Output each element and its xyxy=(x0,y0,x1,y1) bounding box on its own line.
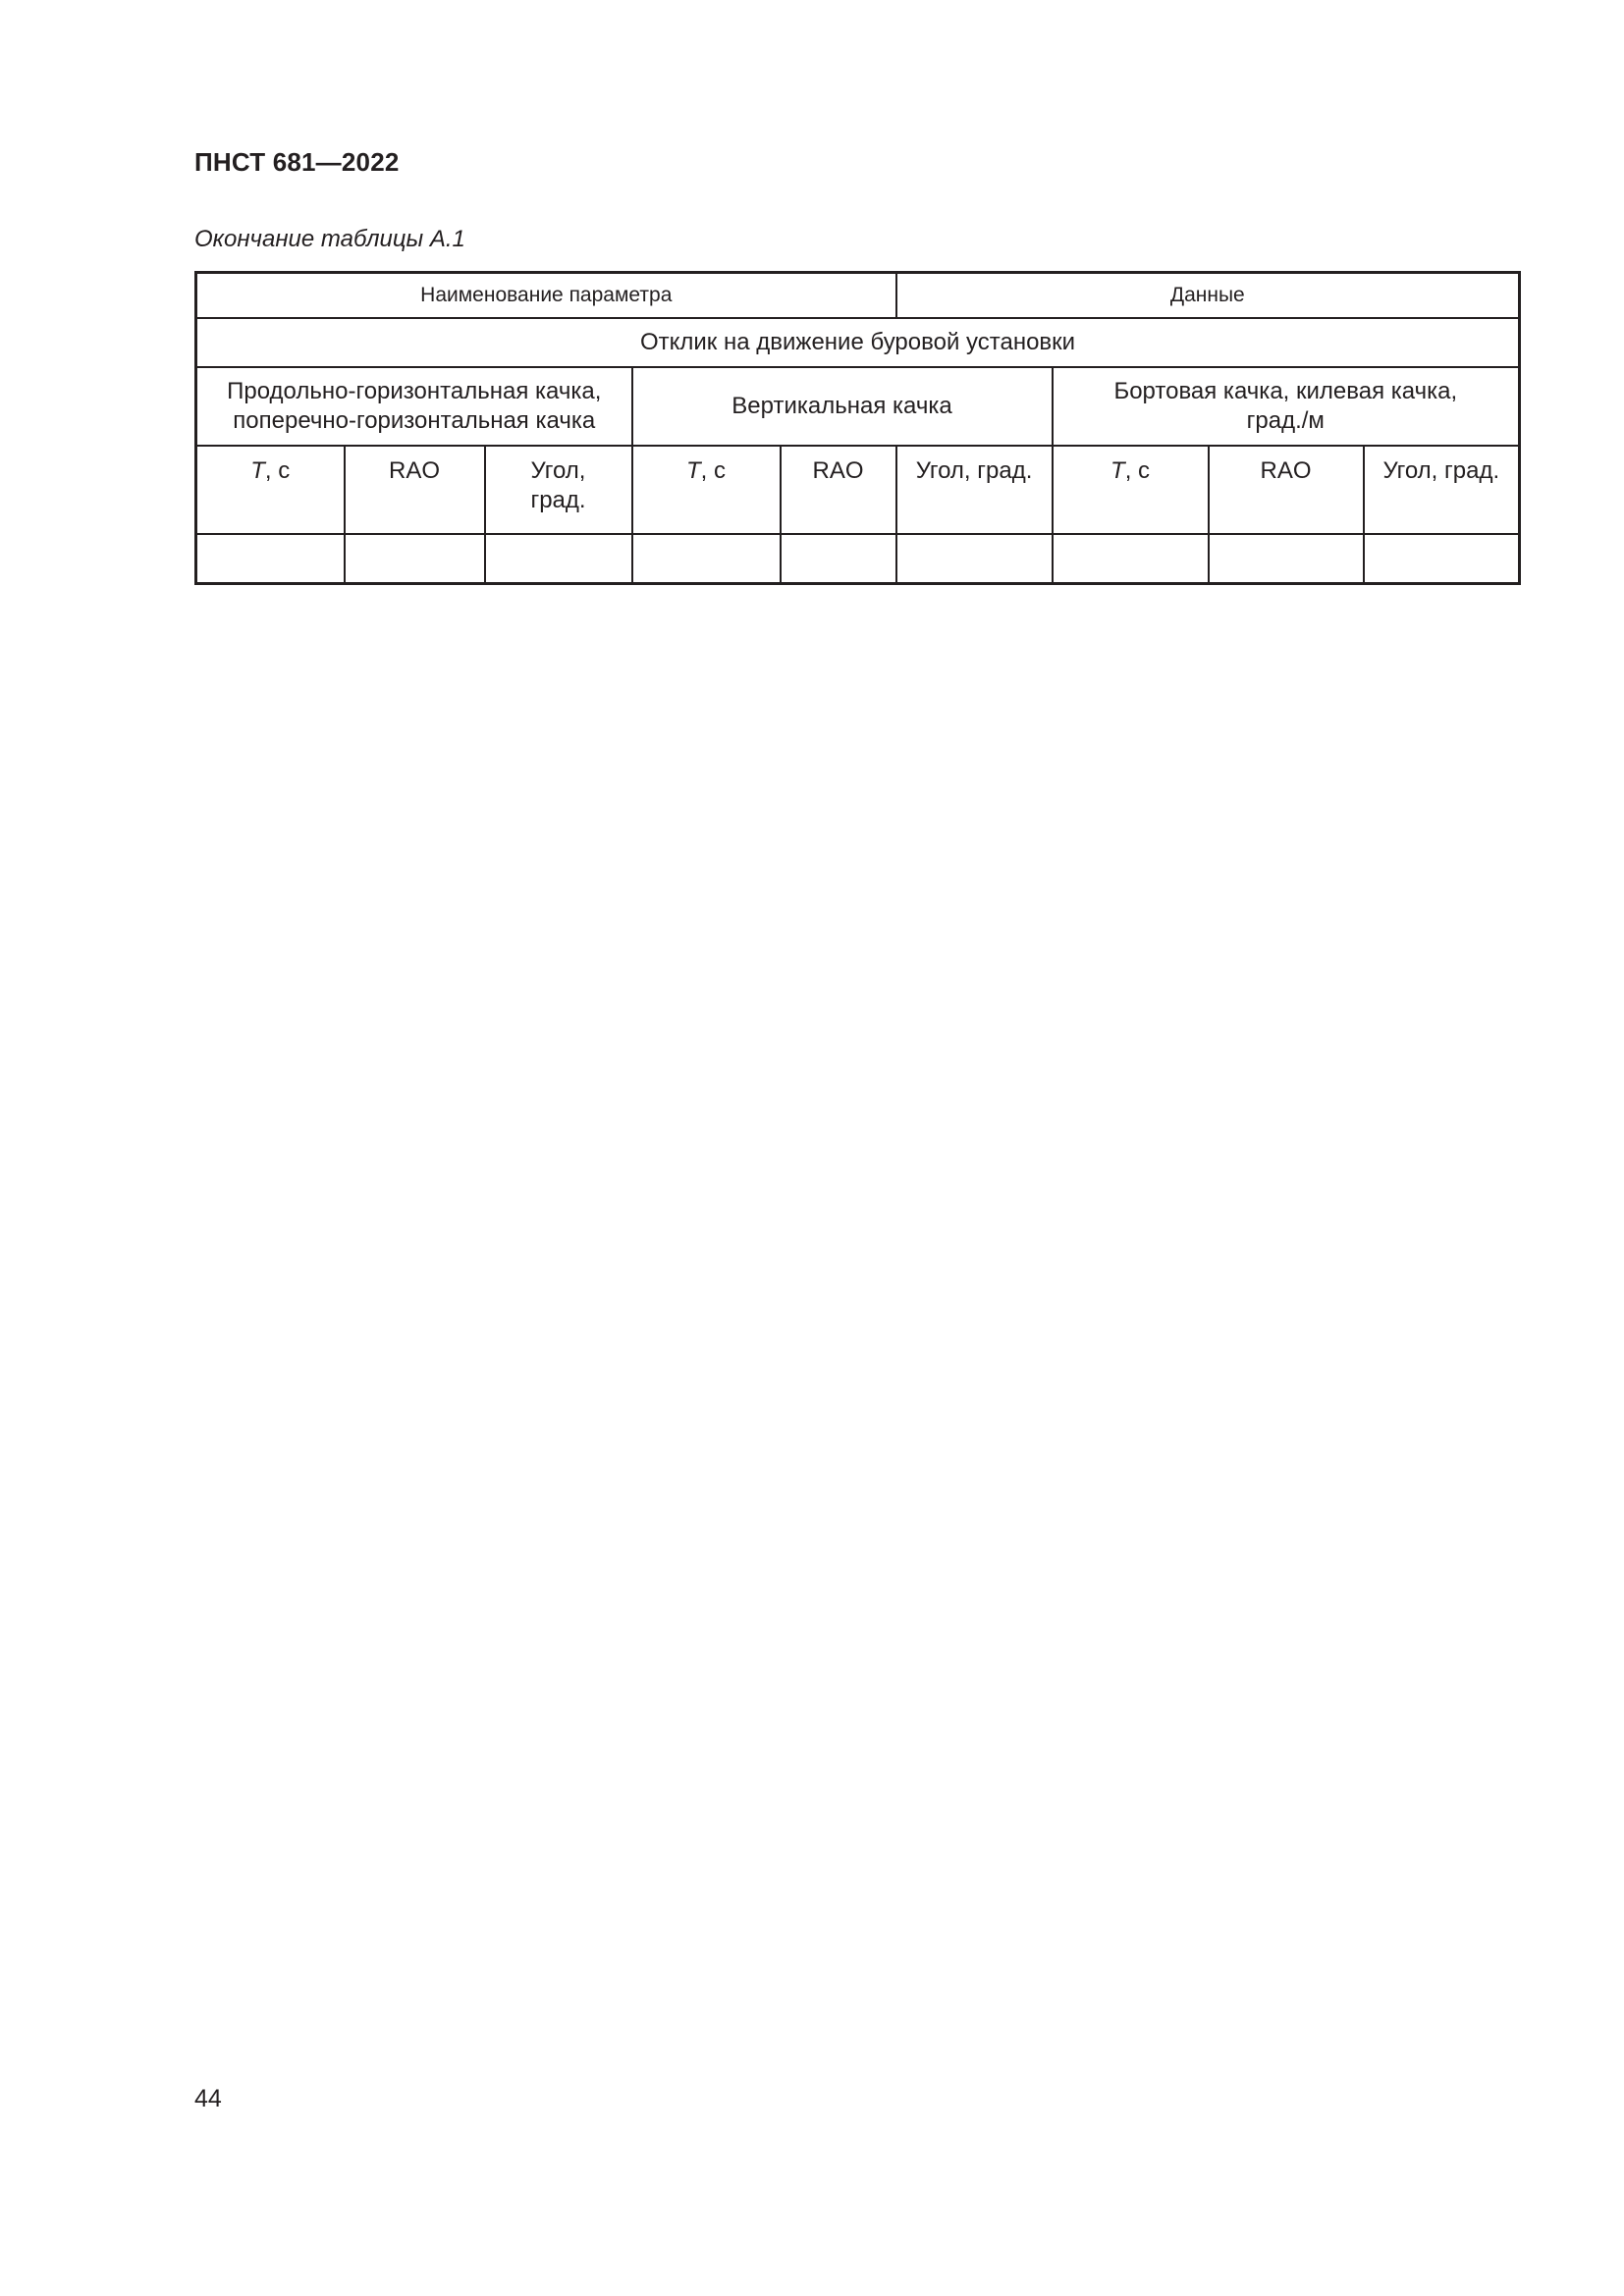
angle-label-line: град. xyxy=(530,487,586,513)
header-cell-parameter: Наименование параметра xyxy=(196,273,896,319)
parameters-table xyxy=(194,271,1521,585)
subcolumn-row xyxy=(196,446,1520,534)
empty-cell xyxy=(1364,534,1520,584)
document-code: ПНСТ 681—2022 xyxy=(194,147,400,177)
period-symbol: T xyxy=(250,457,265,484)
header-cell-data: Данные xyxy=(896,273,1520,319)
subcol-angle: Угол, град. xyxy=(1364,446,1520,534)
group-cell-surge-sway xyxy=(196,367,632,446)
subcol-angle: Угол, град. xyxy=(896,446,1053,534)
empty-cell xyxy=(1209,534,1364,584)
group-label-line: град./м xyxy=(1246,407,1325,434)
empty-cell xyxy=(196,534,345,584)
page-number: 44 xyxy=(194,2085,222,2112)
subcol-rao: RAO xyxy=(1209,446,1364,534)
group-cell-heave xyxy=(632,367,1053,446)
subcol-period xyxy=(196,446,345,534)
empty-cell xyxy=(345,534,485,584)
period-unit: , с xyxy=(700,457,726,484)
group-label-line: Продольно-горизонтальная качка, xyxy=(227,378,602,404)
section-title-cell: Отклик на движение буровой установки xyxy=(196,318,1520,367)
period-symbol: T xyxy=(1110,457,1125,484)
group-label-line: Вертикальная качка xyxy=(731,393,952,419)
empty-data-row xyxy=(196,534,1520,584)
table-caption: Окончание таблицы А.1 xyxy=(194,226,465,252)
empty-cell xyxy=(781,534,896,584)
section-row xyxy=(196,318,1520,367)
subcol-rao: RAO xyxy=(781,446,896,534)
empty-cell xyxy=(896,534,1053,584)
period-unit: , с xyxy=(1124,457,1151,484)
angle-label-line: Угол, xyxy=(530,457,586,484)
subcol-period xyxy=(632,446,781,534)
empty-cell xyxy=(632,534,781,584)
empty-cell xyxy=(485,534,632,584)
table-header-row xyxy=(196,273,1520,319)
period-symbol: T xyxy=(685,457,701,484)
group-row xyxy=(196,367,1520,446)
group-label-line: Бортовая качка, килевая качка, xyxy=(1113,378,1458,404)
subcol-angle xyxy=(485,446,632,534)
subcol-rao: RAO xyxy=(345,446,485,534)
group-label-line: поперечно-горизонтальная качка xyxy=(233,407,596,434)
subcol-period xyxy=(1053,446,1209,534)
group-cell-roll-pitch xyxy=(1053,367,1520,446)
period-unit: , с xyxy=(264,457,291,484)
empty-cell xyxy=(1053,534,1209,584)
